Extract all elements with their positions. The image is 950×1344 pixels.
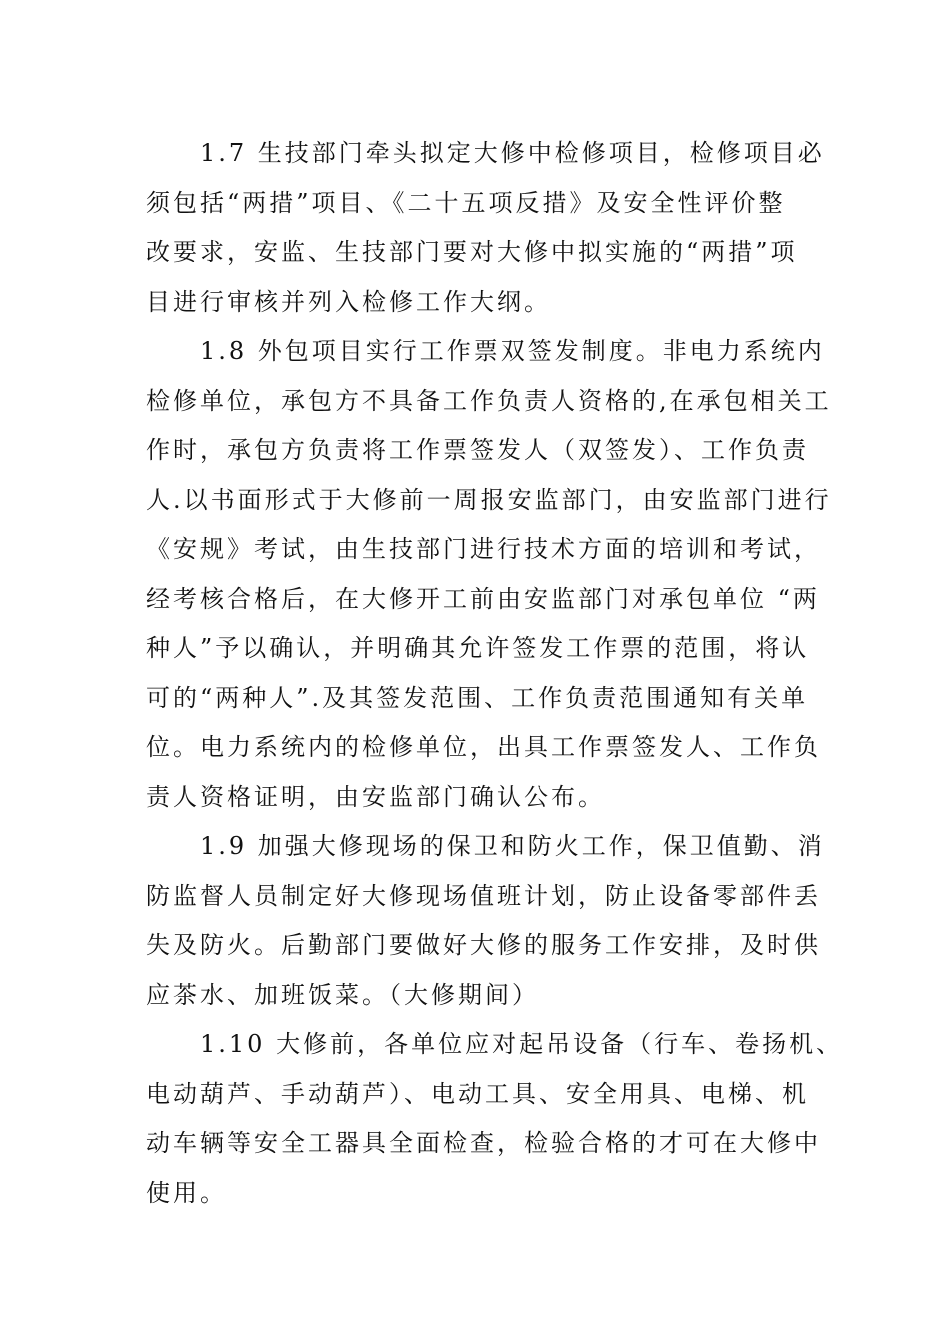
- text-line: 经考核合格后，在大修开工前由安监部门对承包单位 “两: [146, 584, 820, 613]
- text-line: 电动葫芦、手动葫芦）、电动工具、安全用具、电梯、机: [146, 1079, 809, 1108]
- text-line: 作时，承包方负责将工作票签发人（双签发）、工作负责: [146, 436, 809, 464]
- paragraph-1-10: [146, 1020, 844, 1218]
- text-line: 动车辆等安全工器具全面检查，检验合格的才可在大修中: [146, 1129, 821, 1157]
- text-line: 改要求，安监、生技部门要对大修中拟实施的“两措”项: [146, 238, 798, 266]
- text-line: 1.8 外包项目实行工作票双签发制度。非电力系统内: [146, 337, 825, 365]
- text-line: 应茶水、加班饭菜。（大修期间）: [146, 980, 539, 1009]
- text-line: 可的“两种人”.及其签发范围、工作负责范围通知有关单: [146, 683, 809, 712]
- paragraph-1-8: [146, 327, 832, 822]
- text-line: 防监督人员制定好大修现场值班计划，防止设备零部件丢: [146, 881, 821, 910]
- paragraph-1-9: [146, 822, 825, 1020]
- text-line: 责人资格证明，由安监部门确认公布。: [146, 782, 605, 811]
- text-line: 1.10 大修前，各单位应对起吊设备（行车、卷扬机、: [146, 1030, 844, 1058]
- text-line: 《安规》考试，由生技部门进行技术方面的培训和考试，: [146, 535, 821, 563]
- document-body: [146, 129, 844, 1218]
- text-line: 1.7 生技部门牵头拟定大修中检修项目，检修项目必: [146, 139, 825, 167]
- text-line: 须包括“两措”项目、《二十五项反措》及安全性评价整: [146, 188, 786, 217]
- text-line: 位。电力系统内的检修单位，出具工作票签发人、工作负: [146, 733, 821, 761]
- text-line: 检修单位，承包方不具备工作负责人资格的,在承包相关工: [146, 386, 832, 415]
- text-line: 人.以书面形式于大修前一周报安监部门，由安监部门进行: [146, 485, 832, 514]
- text-line: 1.9 加强大修现场的保卫和防火工作，保卫值勤、消: [146, 832, 825, 860]
- text-line: 使用。: [146, 1178, 227, 1207]
- text-line: 种人”予以确认，并明确其允许签发工作票的范围，将认: [146, 634, 810, 662]
- paragraph-1-7: [146, 129, 825, 327]
- text-line: 目进行审核并列入检修工作大纲。: [146, 287, 551, 316]
- text-line: 失及防火。后勤部门要做好大修的服务工作安排，及时供: [146, 931, 821, 959]
